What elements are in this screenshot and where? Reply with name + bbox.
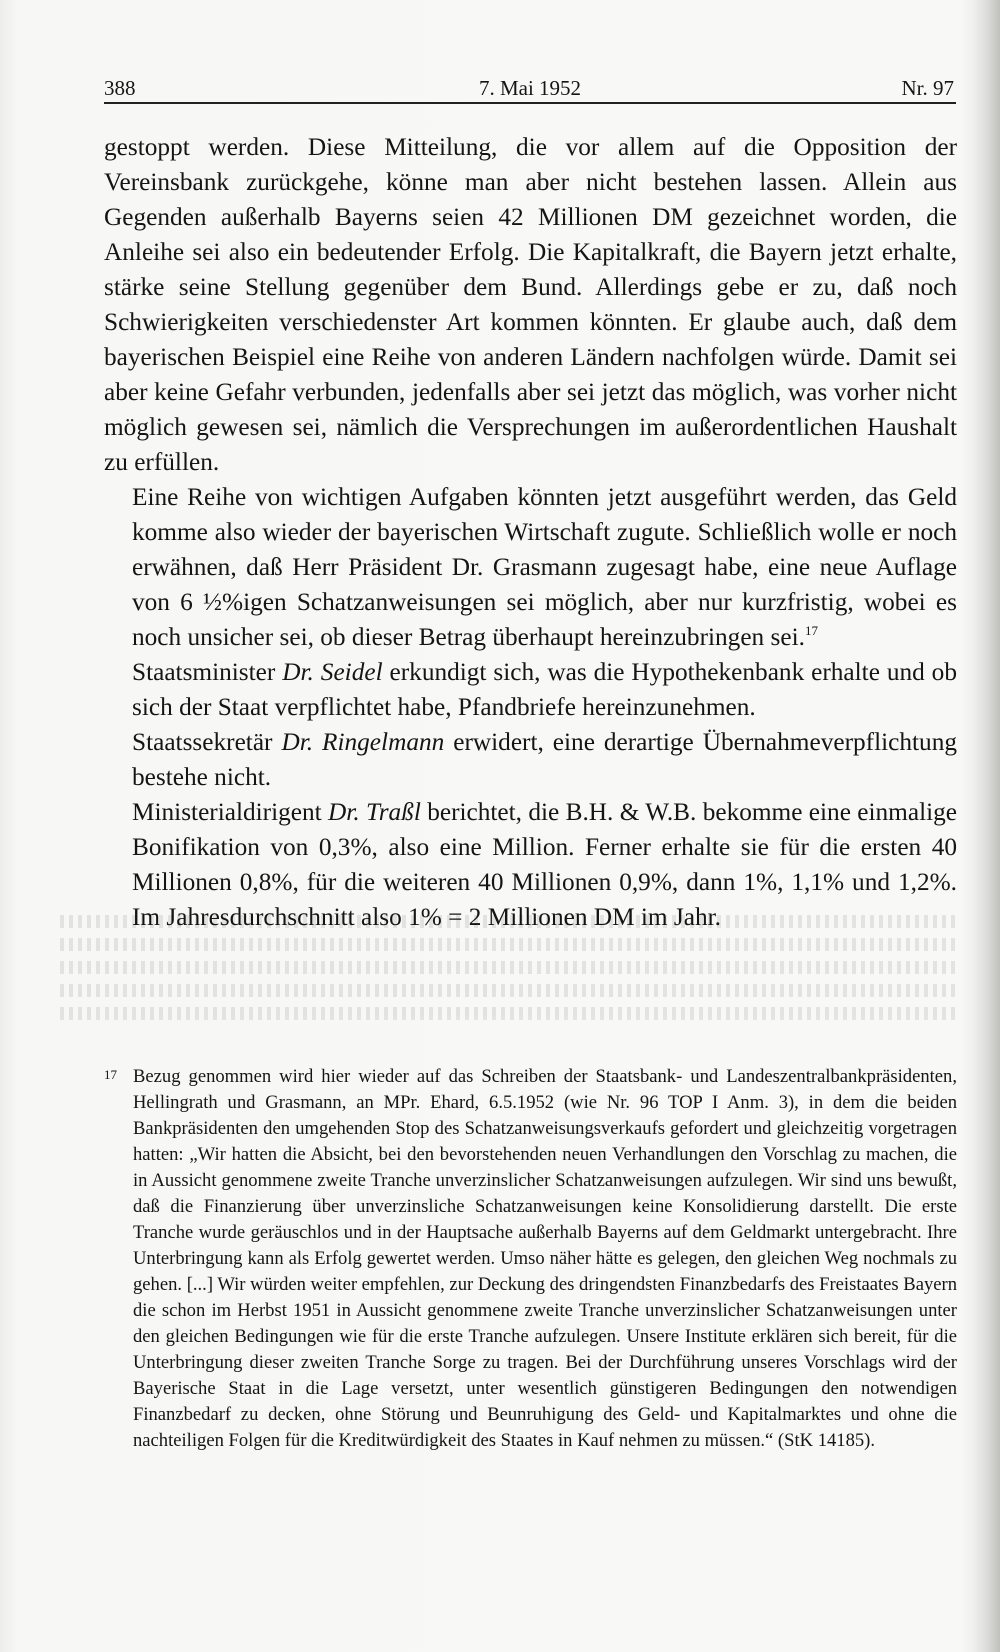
paragraph-seidel [104, 655, 957, 725]
footnote-number: 17 [104, 1067, 117, 1082]
paragraph-tasks-text: Eine Reihe von wichtigen Aufgaben könnten jetzt ausgeführt werden, das Geld komme also wieder der bayerischen Wirtschaft zugute. Schließlich wolle er noch erwähnen, daß Herr Präsident Dr. Grasmann zugesagt habe, eine neue Auflage von 6 ½%igen Schatzanweisungen sei möglich, aber nur kurzfristig, wobei es noch unsicher sei, ob dieser Betrag überhaupt hereinzubringen sei. [132, 483, 957, 651]
header-date: 7. Mai 1952 [478, 76, 582, 100]
speaker-role: Staatsminister [132, 658, 283, 686]
paragraph-tasks [104, 480, 957, 655]
paragraph-ringelmann [104, 725, 957, 795]
footnote-text: Bezug genommen wird hier wieder auf das Schreiben der Staatsbank- und Landeszentralbankpräsidenten, Hellingrath und Grasmann, an MPr. Ehard, 6.5.1952 (wie Nr. 96 TOP I Anm. 3), in dem die beiden Bankpräsidenten den umgehenden Stop des Schatzanweisungsverkaufs gefordert und gleichzeitig vorgetragen hatten: „Wir hatten die Absicht, bei den bevorstehenden neuen Verhandlungen den Vorschlag zu machen, die in Aussicht genommene zweite Tranche unverzinslicher Schatzanweisungen aufzulegen. Wir sind uns bewußt, daß die Finanzierung über unverzinsliche Schatzanweisungen keine Konsolidierung darstellt. Die erste Tranche wurde geräuschlos und in der Hauptsache außerhalb Bayerns auf dem Geldmarkt untergebracht. Ihre Unterbringung kann als Erfolg gewertet werden. Umso näher hätte es gelegen, den gleichen Weg nochmals zu gehen. [...] Wir würden weiter empfehlen, zur Deckung des dringendsten Finanzbedarfs des Freistaates Bayern die schon im Herbst 1951 in Aussicht genommene zweite Tranche unverzinslicher Schatzanweisungen unter den gleichen Bedingungen wie für die erste Tranche aufzulegen. Unsere Institute erklären sich bereit, für die Unterbringung dieser zweiten Tranche Sorge zu tragen. Bei der Durchführung unseres Vorschlags wird der Bayerische Staat in die Lage versetzt, unter wesentlich günstigeren Bedingungen den notwendigen Finanzbedarf zu decken, ohne Störung und Beunruhigung des Geld- und Kapitalmarktes und ohne die nachteiligen Folgen für die Kreditwürdigkeit des Staates in Kauf nehmen zu müssen.“ (StK 14185). [133, 1066, 957, 1451]
footnote-block [104, 1064, 957, 1454]
speaker-title: Dr. [328, 798, 360, 826]
speaker-name: Traßl [366, 798, 421, 826]
page-number: 388 [104, 76, 136, 100]
paragraph-trassl [104, 795, 957, 935]
paragraph-seidel-text: erkundigt sich, was die Hypothekenbank erhalte und ob sich der Staat verpflichtet habe, Pfandbriefe hereinzunehmen. [132, 658, 957, 721]
issue-number: Nr. 97 [901, 76, 954, 100]
speaker-title: Dr. [282, 658, 314, 686]
page-edge-shadow [972, 0, 1000, 1652]
paragraph-continuation: gestoppt werden. Diese Mitteilung, die vor allem auf die Opposition der Vereinsbank zurückgehe, könne man aber nicht bestehen lassen. Allein aus Gegenden außerhalb Bayerns seien 42 Millionen DM gezeichnet worden, die Anleihe sei also ein bedeutender Erfolg. Die Kapitalkraft, die Bayern jetzt erhalte, stärke seine Stellung gegenüber dem Bund. Allerdings gebe er zu, daß noch Schwierigkeiten verschiedenster Art kommen könnten. Er glaube auch, daß dem bayerischen Beispiel eine Reihe von anderen Ländern nachfolgen würde. Damit sei aber keine Gefahr verbunden, jedenfalls aber sei jetzt das möglich, was vorher nicht möglich gewesen sei, nämlich die Versprechungen im außerordentlichen Haushalt zu erfüllen. [104, 133, 957, 476]
paragraph-trassl-text: berichtet, die B.H. & W.B. bekomme eine einmalige Bonifikation von 0,3%, also eine Million. Ferner erhalte sie für die ersten 40 Millionen 0,8%, für die weiteren 40 Millionen 0,9%, dann 1%, 1,1% und 1,2%. Im Jahresdurchschnitt also 1% = 2 Millionen DM im Jahr. [132, 798, 957, 931]
body-text [104, 130, 957, 935]
speaker-name: Ringelmann [322, 728, 445, 756]
footnote-reference[interactable]: 17 [804, 623, 818, 638]
running-header [104, 70, 956, 104]
speaker-title: Dr. [281, 728, 314, 756]
speaker-role: Ministerialdirigent [132, 798, 329, 826]
speaker-role: Staatssekretär [132, 728, 282, 756]
speaker-name: Seidel [320, 658, 383, 686]
paragraph-ringelmann-text: erwidert, eine derartige Übernahmeverpflichtung bestehe nicht. [132, 728, 957, 791]
